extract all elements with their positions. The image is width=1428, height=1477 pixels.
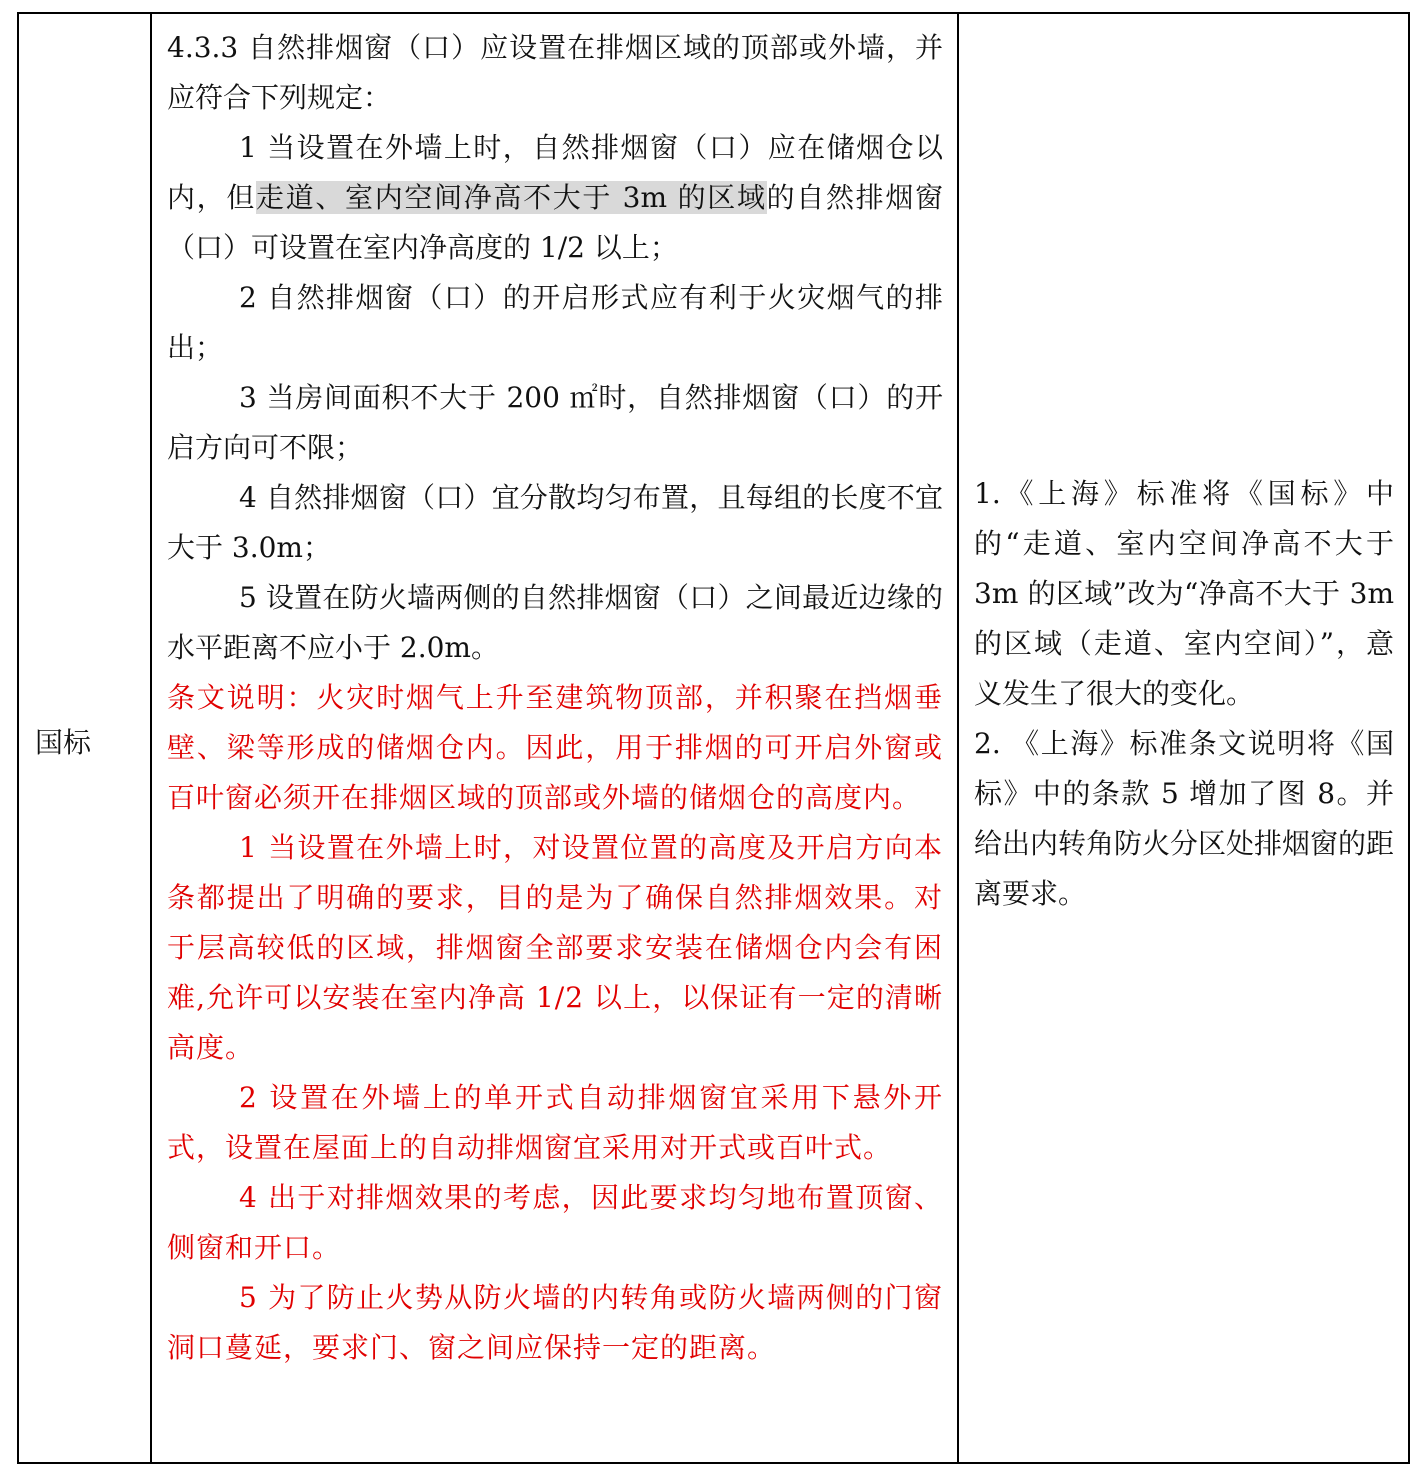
comparison-table — [17, 12, 1410, 1464]
label-cell — [19, 14, 150, 1462]
clause-item-1-text-a: 1 当设置在外墙上时，自然排烟窗（口）应在储烟仓以内，但 — [167, 131, 943, 214]
explanation-note-5: 5 为了防止火势从防火墙的内转角或防火墙两侧的门窗洞口蔓延，要求门、窗之间应保持一定的距离。 — [167, 1281, 943, 1364]
comparison-point-2: 2. 《上海》标准条文说明将《国标》中的条款 5 增加了图 8。并给出内转角防火分区处排烟窗的距离要求。 — [974, 727, 1395, 910]
clause-item-3: 3 当房间面积不大于 200 ㎡时，自然排烟窗（口）的开启方向可不限； — [167, 381, 943, 464]
explanation-note-1: 1 当设置在外墙上时，对设置位置的高度及开启方向本条都提出了明确的要求，目的是为了确保自然排烟效果。对于层高较低的区域，排烟窗全部要求安装在储烟仓内会有困难,允许可以安装在室内净高 1/2 以上，以保证有一定的清晰高度。 — [167, 831, 943, 1064]
clause-item-1-highlight: 走道、室内空间净高不大于 3m 的区域 — [256, 181, 767, 214]
clause-item-1 — [167, 123, 943, 273]
clause-item-4: 4 自然排烟窗（口）宜分散均匀布置，且每组的长度不宜大于 3.0m； — [167, 481, 943, 564]
column-divider-1 — [150, 14, 152, 1462]
explanation-note-2: 2 设置在外墙上的单开式自动排烟窗宜采用下悬外开式，设置在屋面上的自动排烟窗宜采用对开式或百叶式。 — [167, 1081, 943, 1164]
column-divider-2 — [957, 14, 959, 1462]
clause-item-5: 5 设置在防火墙两侧的自然排烟窗（口）之间最近边缘的水平距离不应小于 2.0m。 — [167, 581, 943, 664]
clause-heading: 4.3.3 自然排烟窗（口）应设置在排烟区域的顶部或外墙，并应符合下列规定： — [167, 31, 943, 114]
explanation-note-4: 4 出于对排烟效果的考虑，因此要求均匀地布置顶窗、侧窗和开口。 — [167, 1181, 943, 1264]
content-cell — [167, 23, 943, 1373]
clause-item-1-text-b: 的自然排烟窗（口）可设置在室内净高度的 1/2 以上； — [167, 181, 943, 264]
explanation-intro: 条文说明：火灾时烟气上升至建筑物顶部，并积聚在挡烟垂壁、梁等形成的储烟仓内。因此，用于排烟的可开启外窗或百叶窗必须开在排烟区域的顶部或外墙的储烟仓的高度内。 — [167, 681, 943, 814]
comparison-point-1: 1.《上海》标准将《国标》中的“走道、室内空间净高不大于 3m 的区域”改为“净高不大于 3m 的区域（走道、室内空间）”，意义发生了很大的变化。 — [974, 477, 1394, 710]
row-label: 国标 — [35, 726, 92, 759]
comparison-cell — [974, 469, 1394, 919]
clause-item-2: 2 自然排烟窗（口）的开启形式应有利于火灾烟气的排出； — [167, 281, 943, 364]
